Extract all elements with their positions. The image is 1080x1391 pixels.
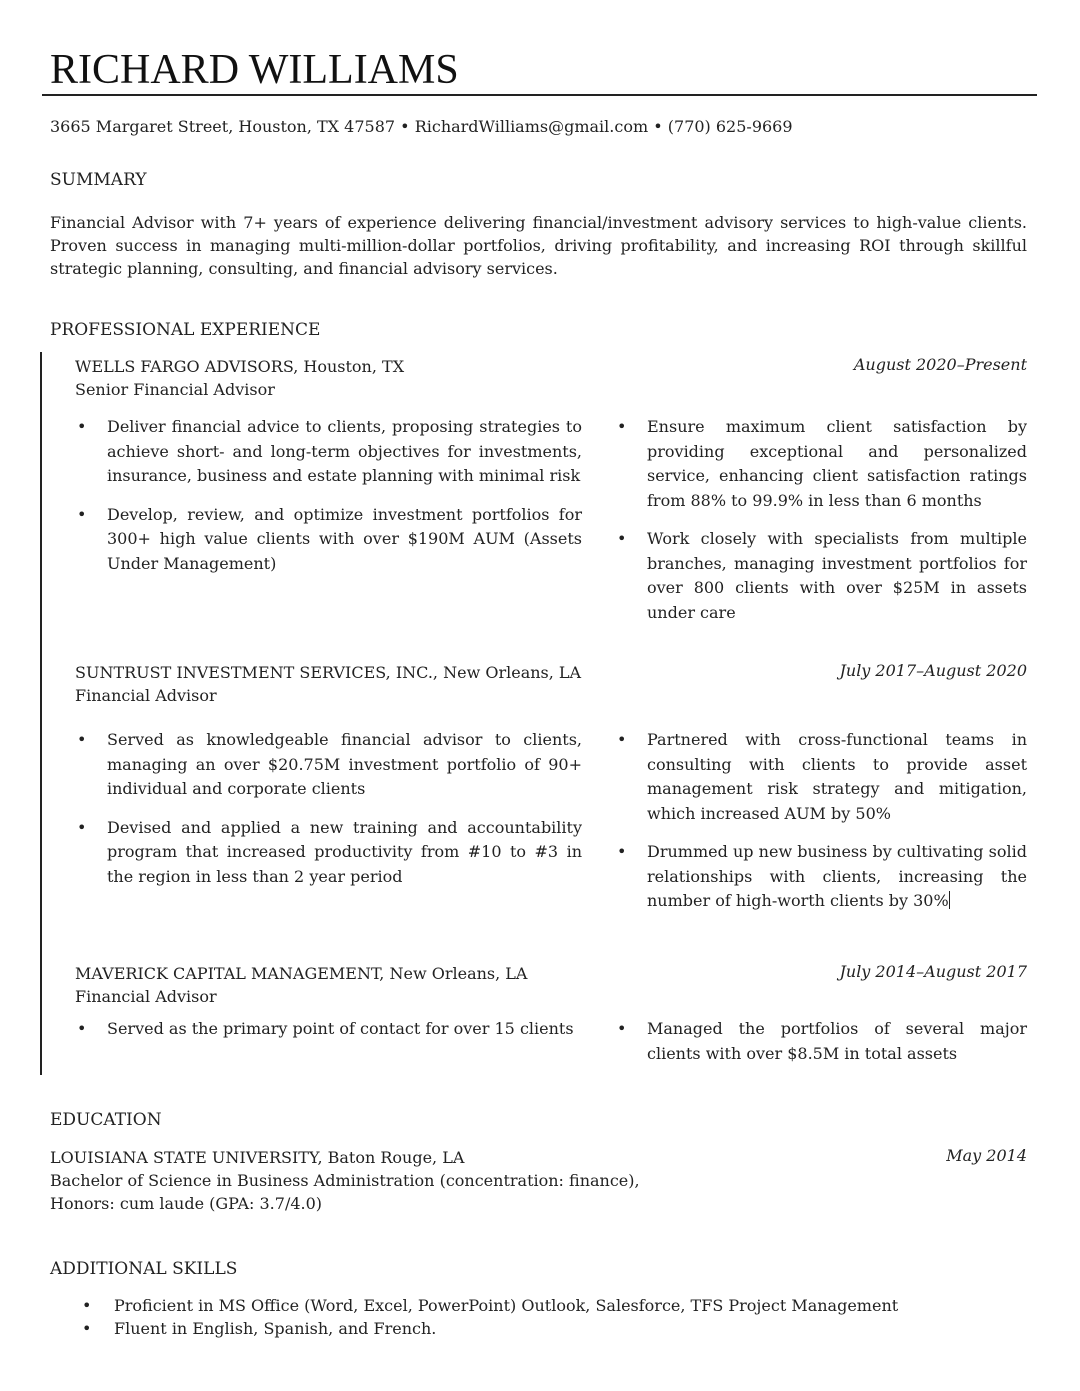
- skill-item: • Fluent in English, Spanish, and French.: [80, 1317, 898, 1340]
- job-title: Senior Financial Advisor: [75, 380, 275, 399]
- candidate-name: RICHARD WILLIAMS: [50, 47, 459, 93]
- header-divider: [42, 94, 1037, 96]
- text-cursor: [949, 891, 951, 909]
- education-date: May 2014: [946, 1146, 1027, 1165]
- education-heading: EDUCATION: [50, 1110, 162, 1130]
- job-dates: July 2017–August 2020: [839, 661, 1027, 680]
- bullet-item: • Devised and applied a new training and accountability program that increased productivity from #10 to #3 in the region in less than 2 year period: [75, 816, 582, 890]
- phone: (770) 625-9669: [667, 117, 793, 136]
- email[interactable]: RichardWilliams@gmail.com: [414, 117, 649, 136]
- bullets-right: [615, 728, 1027, 928]
- degree: Bachelor of Science in Business Administration (concentration: finance),: [50, 1171, 640, 1190]
- bullets-left: [75, 415, 582, 590]
- job-header: [75, 355, 404, 401]
- separator: •: [400, 117, 410, 136]
- contact-line: [50, 117, 793, 136]
- company: SUNTRUST INVESTMENT SERVICES, INC., New Orleans, LA: [75, 663, 582, 682]
- summary-text: Financial Advisor with 7+ years of experience delivering financial/investment advisory services to high-value clients. Proven success in managing multi-million-dollar portfolios, driving profitability, and increasing ROI through skillful strategic planning, consulting, and financial advisory services.: [50, 213, 1027, 278]
- job-header: [75, 661, 581, 707]
- education-details: [50, 1146, 640, 1215]
- separator: •: [653, 117, 663, 136]
- company: WELLS FARGO ADVISORS, Houston, TX: [75, 357, 405, 376]
- bullets-right: [615, 1017, 1027, 1080]
- bullet-item: • Drummed up new business by cultivating solid relationships with clients, increasing the number of high-worth clients by 30%: [615, 840, 1027, 914]
- job-dates: July 2014–August 2017: [839, 962, 1027, 981]
- company: MAVERICK CAPITAL MANAGEMENT, New Orleans, LA: [75, 964, 528, 983]
- bullet-item: • Deliver financial advice to clients, proposing strategies to achieve short- and long-term objectives for investments, insurance, business and estate planning with minimal risk: [75, 415, 582, 489]
- skills-heading: ADDITIONAL SKILLS: [50, 1259, 238, 1279]
- skill-item: • Proficient in MS Office (Word, Excel, PowerPoint) Outlook, Salesforce, TFS Project Management: [80, 1294, 898, 1317]
- summary-heading: SUMMARY: [50, 170, 147, 190]
- honors: Honors: cum laude (GPA: 3.7/4.0): [50, 1194, 323, 1213]
- bullets-left: [75, 1017, 582, 1056]
- bullet-item: • Served as knowledgeable financial advisor to clients, managing an over $20.75M investment portfolio of 90+ individual and corporate clients: [75, 728, 582, 802]
- job-title: Financial Advisor: [75, 987, 217, 1006]
- bullets-left: [75, 728, 582, 903]
- job-dates: August 2020–Present: [853, 355, 1027, 374]
- bullets-right: [615, 415, 1027, 639]
- bullet-item: • Ensure maximum client satisfaction by providing exceptional and personalized service, enhancing client satisfaction ratings from 88% to 99.9% in less than 6 months: [615, 415, 1027, 513]
- bullet-item: • Develop, review, and optimize investment portfolios for 300+ high value clients with over $190M AUM (Assets Under Management): [75, 503, 582, 577]
- bullet-item: • Partnered with cross-functional teams in consulting with clients to provide asset management risk strategy and mitigation, which increased AUM by 50%: [615, 728, 1027, 826]
- experience-heading: PROFESSIONAL EXPERIENCE: [50, 320, 321, 340]
- section-bar: [40, 352, 42, 1075]
- bullet-item: • Work closely with specialists from multiple branches, managing investment portfolios for over 800 clients with over $25M in assets under care: [615, 527, 1027, 625]
- bullet-item: • Served as the primary point of contact for over 15 clients: [75, 1017, 582, 1042]
- bullet-item: • Managed the portfolios of several major clients with over $8.5M in total assets: [615, 1017, 1027, 1066]
- skills-list: [80, 1294, 898, 1340]
- job-header: [75, 962, 527, 1008]
- job-title: Financial Advisor: [75, 686, 217, 705]
- school: LOUISIANA STATE UNIVERSITY, Baton Rouge, LA: [50, 1148, 465, 1167]
- address: 3665 Margaret Street, Houston, TX 47587: [50, 117, 396, 136]
